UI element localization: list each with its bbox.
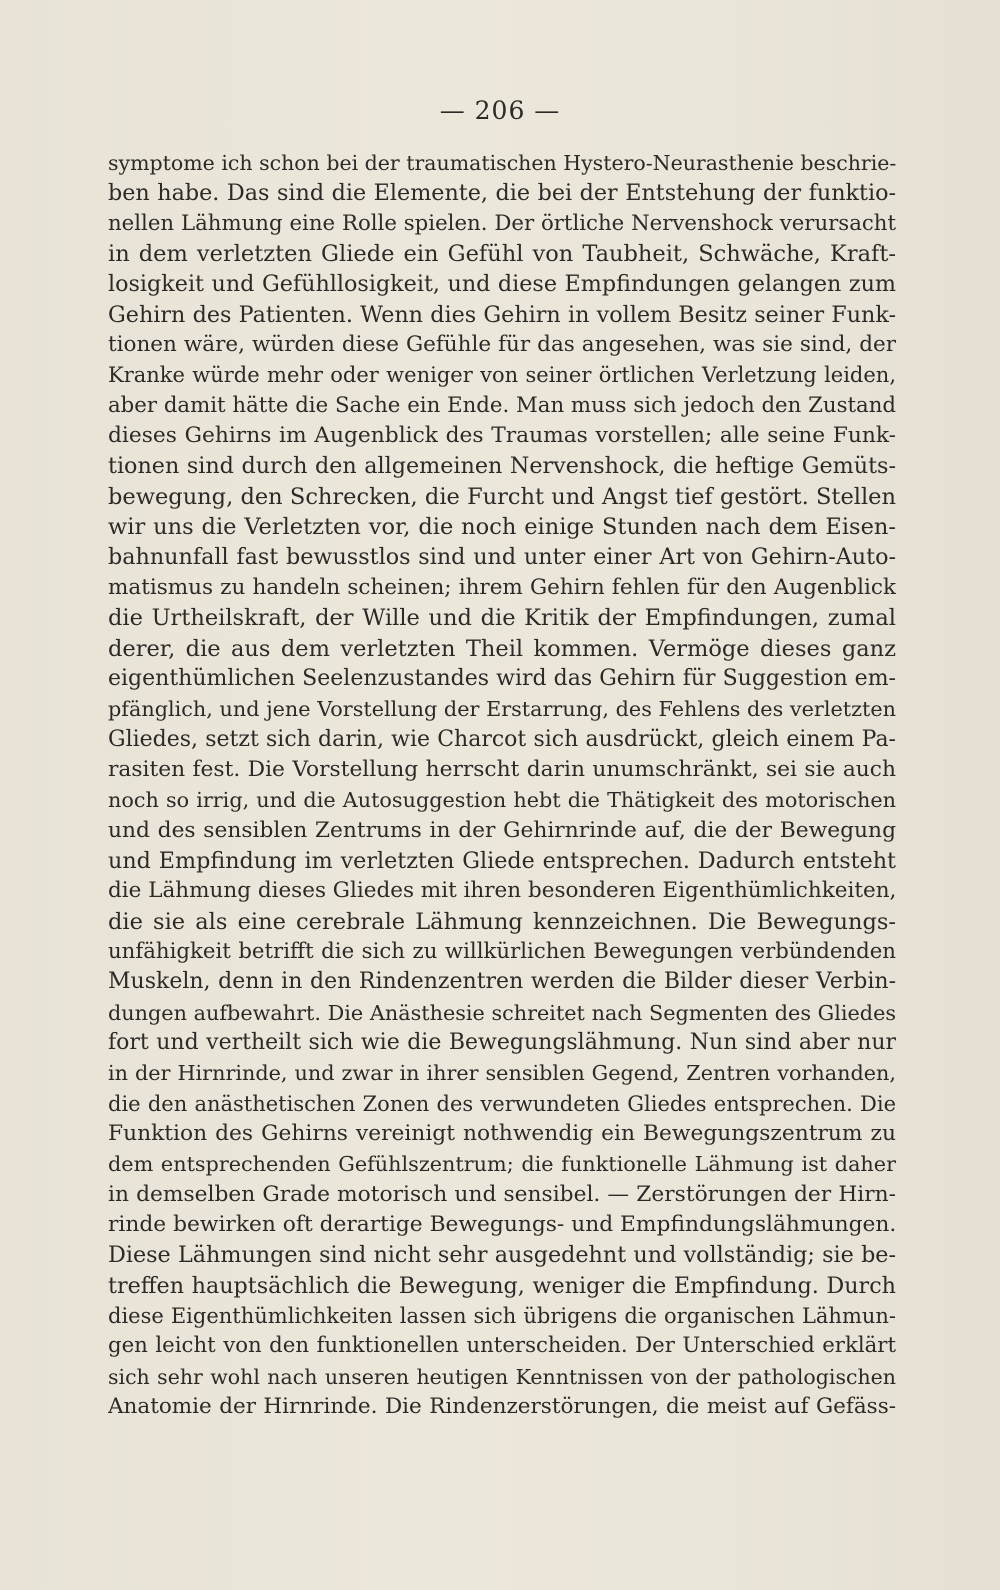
text-line: in demselben Grade motorisch und sensibel. — Zerstörungen der Hirn- — [108, 1181, 896, 1207]
text-line: Muskeln, denn in den Rindenzentren werden die Bilder dieser Verbin- — [108, 969, 896, 995]
text-line: Gehirn des Patienten. Wenn dies Gehirn in vollem Besitz seiner Funk- — [108, 301, 896, 328]
text-line: gen leicht von den funktionellen unterscheiden. Der Unterschied erklärt — [108, 1333, 896, 1359]
text-line: symptome ich schon bei der traumatischen Hystero-Neurasthenie beschrie- — [108, 151, 896, 175]
text-line: bahnunfall fast bewusstlos sind und unter einer Art von Gehirn-Auto- — [108, 544, 896, 571]
text-line: Anatomie der Hirnrinde. Die Rindenzerstörungen, die meist auf Gefäss- — [108, 1394, 896, 1420]
text-line: ben habe. Das sind die Elemente, die bei der Entstehung der funktio- — [108, 180, 896, 207]
page-number: — 206 — — [439, 96, 561, 125]
text-line: nellen Lähmung eine Rolle spielen. Der örtliche Nervenshock verursacht — [108, 210, 896, 236]
text-line: rinde bewirken oft derartige Bewegungs- und Empfindungslähmungen. — [108, 1212, 896, 1238]
text-line: dem entsprechenden Gefühlszentrum; die funktionelle Lähmung ist daher — [108, 1152, 896, 1177]
text-line: die Urtheilskraft, der Wille und die Kritik der Empfindungen, zumal — [108, 605, 896, 632]
text-line: sich sehr wohl nach unseren heutigen Kenntnissen von der pathologischen — [108, 1364, 896, 1389]
text-line: Kranke würde mehr oder weniger von seiner örtlichen Verletzung leiden, — [108, 363, 896, 388]
text-line: fort und vertheilt sich wie die Bewegungslähmung. Nun sind aber nur — [108, 1029, 896, 1055]
body-text — [108, 148, 896, 1422]
text-line: bewegung, den Schrecken, die Furcht und Angst tief gestört. Stellen — [108, 483, 896, 510]
text-line: rasiten fest. Die Vorstellung herrscht darin unumschränkt, sei sie auch — [108, 756, 896, 782]
text-line: und des sensiblen Zentrums in der Gehirnrinde auf, die der Bewegung — [108, 817, 896, 843]
text-line: und Empfindung im verletzten Gliede entsprechen. Dadurch entsteht — [108, 847, 896, 874]
text-line: tionen sind durch den allgemeinen Nervenshock, die heftige Gemüts- — [108, 453, 896, 480]
text-line: in der Hirnrinde, und zwar in ihrer sensiblen Gegend, Zentren vorhanden, — [108, 1061, 896, 1086]
text-line: in dem verletzten Gliede ein Gefühl von Taubheit, Schwäche, Kraft- — [108, 241, 896, 268]
text-line: Gliedes, setzt sich darin, wie Charcot sich ausdrückt, gleich einem Pa- — [108, 726, 896, 752]
text-line: aber damit hätte die Sache ein Ende. Man muss sich jedoch den Zustand — [108, 392, 896, 418]
text-line: Funktion des Gehirns vereinigt nothwendig ein Bewegungszentrum zu — [108, 1121, 896, 1146]
text-line: tionen wäre, würden diese Gefühle für das angesehen, was sie sind, der — [108, 332, 896, 358]
text-line: die Lähmung dieses Gliedes mit ihren besonderen Eigenthümlichkeiten, — [108, 878, 896, 904]
text-line: treffen hauptsächlich die Bewegung, weniger die Empfindung. Durch — [108, 1272, 896, 1299]
text-line: diese Eigenthümlichkeiten lassen sich übrigens die organischen Lähmun- — [108, 1304, 896, 1329]
text-line: die sie als eine cerebrale Lähmung kennzeichnen. Die Bewegungs- — [108, 908, 896, 935]
text-line: losigkeit und Gefühllosigkeit, und diese Empfindungen gelangen zum — [108, 271, 896, 298]
text-line: matismus zu handeln scheinen; ihrem Gehirn fehlen für den Augenblick — [108, 574, 896, 600]
text-line: derer, die aus dem verletzten Theil kommen. Vermöge dieses ganz — [108, 635, 896, 662]
text-line: eigenthümlichen Seelenzustandes wird das Gehirn für Suggestion em- — [108, 665, 896, 691]
text-line: Diese Lähmungen sind nicht sehr ausgedehnt und vollständig; sie be- — [108, 1242, 896, 1269]
text-line: noch so irrig, und die Autosuggestion hebt die Thätigkeit des motorischen — [108, 788, 896, 813]
text-line: die den anästhetischen Zonen des verwundeten Gliedes entsprechen. Die — [108, 1091, 896, 1116]
text-line: pfänglich, und jene Vorstellung der Erstarrung, des Fehlens des verletzten — [108, 697, 896, 722]
text-line: unfähigkeit betrifft die sich zu willkürlichen Bewegungen verbündenden — [108, 938, 896, 964]
text-line: dungen aufbewahrt. Die Anästhesie schreitet nach Segmenten des Gliedes — [108, 1000, 896, 1025]
text-line: wir uns die Verletzten vor, die noch einige Stunden nach dem Eisen- — [108, 514, 896, 541]
text-line: dieses Gehirns im Augenblick des Traumas vorstellen; alle seine Funk- — [108, 423, 896, 449]
